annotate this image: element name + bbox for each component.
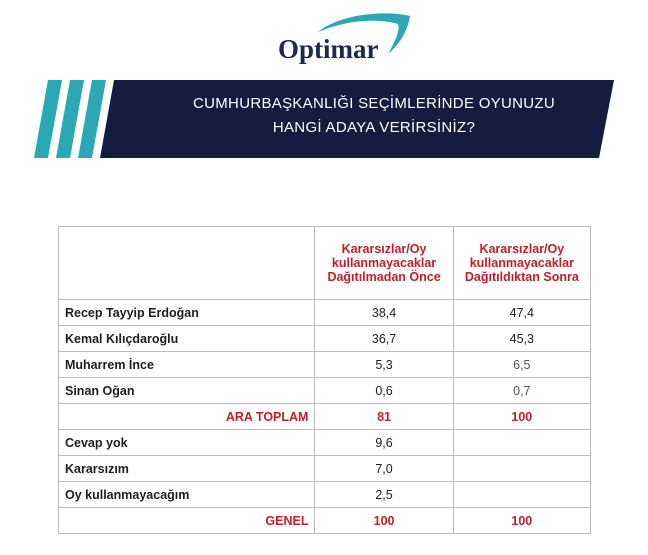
candidate-name: Kemal Kılıçdaroğlu [59, 326, 315, 352]
table-row [59, 378, 591, 404]
value-before: 0,6 [315, 378, 453, 404]
banner-title-line2: HANGİ ADAYA VERİRSİNİZ? [272, 119, 476, 136]
header-empty-cell [59, 227, 315, 300]
value-after: 45,3 [453, 326, 590, 352]
candidate-name: Recep Tayyip Erdoğan [59, 300, 315, 326]
grand-total-label: GENEL [59, 508, 315, 534]
value-before: 7,0 [315, 456, 453, 482]
optimar-logo [270, 10, 420, 65]
header-a-line1: Kararsızlar/Oy [341, 242, 427, 256]
subtotal-label: ARA TOPLAM [59, 404, 315, 430]
value-after: 0,7 [453, 378, 590, 404]
grand-total-row [59, 508, 591, 534]
grand-total-before: 100 [315, 508, 453, 534]
header-b-line2: kullanmayacaklar [469, 256, 574, 270]
value-after [453, 430, 590, 456]
subtotal-after: 100 [453, 404, 590, 430]
value-before: 38,4 [315, 300, 453, 326]
candidate-name: Muharrem İnce [59, 352, 315, 378]
table-header-row [59, 227, 591, 300]
table-row [59, 482, 591, 508]
banner-title-line1: CUMHURBAŞKANLIĞI SEÇİMLERİNDE OYUNUZU [193, 95, 555, 112]
response-name: Oy kullanmayacağım [59, 482, 315, 508]
subtotal-before: 81 [315, 404, 453, 430]
header-before-distribution [315, 227, 453, 300]
table-row [59, 456, 591, 482]
candidate-name: Sinan Oğan [59, 378, 315, 404]
grand-total-after: 100 [453, 508, 590, 534]
value-after [453, 456, 590, 482]
value-after [453, 482, 590, 508]
results-table [58, 226, 591, 534]
header-b-line3: Dağıtıldıktan Sonra [464, 270, 579, 284]
table-row [59, 300, 591, 326]
title-banner [34, 80, 614, 158]
subtotal-row [59, 404, 591, 430]
response-name: Cevap yok [59, 430, 315, 456]
value-before: 36,7 [315, 326, 453, 352]
response-name: Kararsızım [59, 456, 315, 482]
table-row [59, 430, 591, 456]
header-after-distribution [453, 227, 590, 300]
logo-brand-text: Optimar [278, 34, 379, 64]
value-before: 5,3 [315, 352, 453, 378]
value-after: 6,5 [453, 352, 590, 378]
value-before: 9,6 [315, 430, 453, 456]
value-after: 47,4 [453, 300, 590, 326]
header-a-line2: kullanmayacaklar [331, 256, 437, 270]
header-b-line1: Kararsızlar/Oy [479, 242, 565, 256]
banner-title [144, 92, 604, 140]
value-before: 2,5 [315, 482, 453, 508]
table-row [59, 352, 591, 378]
header-a-line3: Dağıtılmadan Önce [327, 270, 441, 284]
table-row [59, 326, 591, 352]
